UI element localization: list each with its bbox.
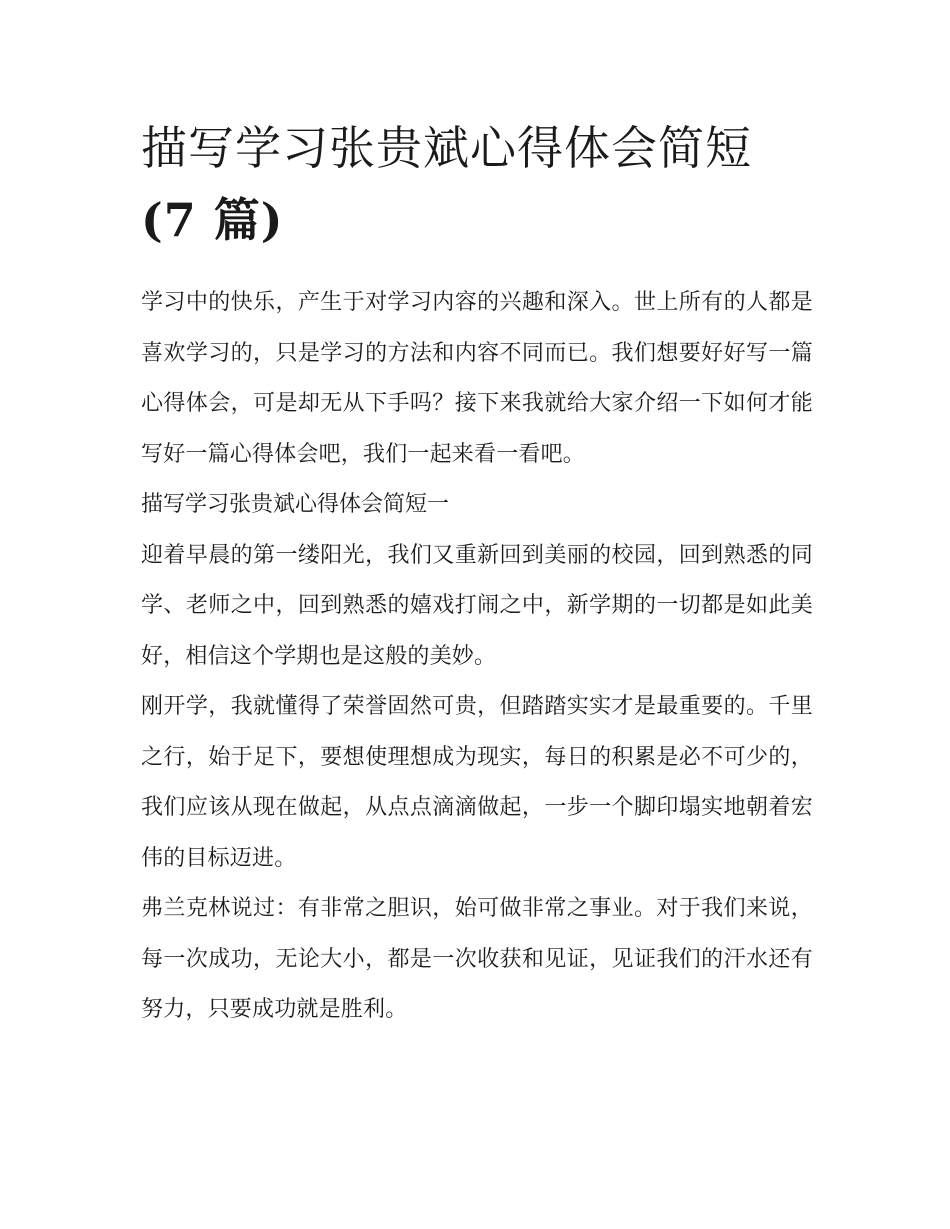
body-paragraph: 刚开学，我就懂得了荣誉固然可贵，但踏踏实实才是最重要的。千里之行，始于足下，要想使理想成为现实，每日的积累是必不可少的，我们应该从现在做起，从点点滴滴做起，一步一个脚印塌实地朝着宏伟的目标迈进。 bbox=[141, 694, 813, 871]
body-paragraph: 弗兰克林说过：有非常之胆识，始可做非常之事业。对于我们来说，每一次成功，无论大小，都是一次收获和见证，见证我们的汗水还有努力，只要成功就是胜利。 bbox=[141, 896, 813, 1022]
title-line-1: 描写学习张贵斌心得体会简短 bbox=[141, 121, 752, 175]
document-title bbox=[141, 112, 813, 256]
body-paragraph: 迎着早晨的第一缕阳光，我们又重新回到美丽的校园，回到熟悉的同学、老师之中，回到熟悉的嬉戏打闹之中，新学期的一切都是如此美好，相信这个学期也是这般的美妙。 bbox=[141, 542, 813, 669]
document-body bbox=[141, 278, 813, 1036]
intro-paragraph: 学习中的快乐，产生于对学习内容的兴趣和深入。世上所有的人都是喜欢学习的，只是学习的方法和内容不同而已。我们想要好好写一篇心得体会，可是却无从下手吗？接下来我就给大家介绍一下如何才能写好一篇心得体会吧，我们一起来看一看吧。 bbox=[141, 290, 813, 467]
title-line-2: (7 篇) bbox=[141, 193, 284, 247]
section-heading: 描写学习张贵斌心得体会简短一 bbox=[141, 492, 450, 517]
document-page bbox=[141, 112, 813, 1036]
